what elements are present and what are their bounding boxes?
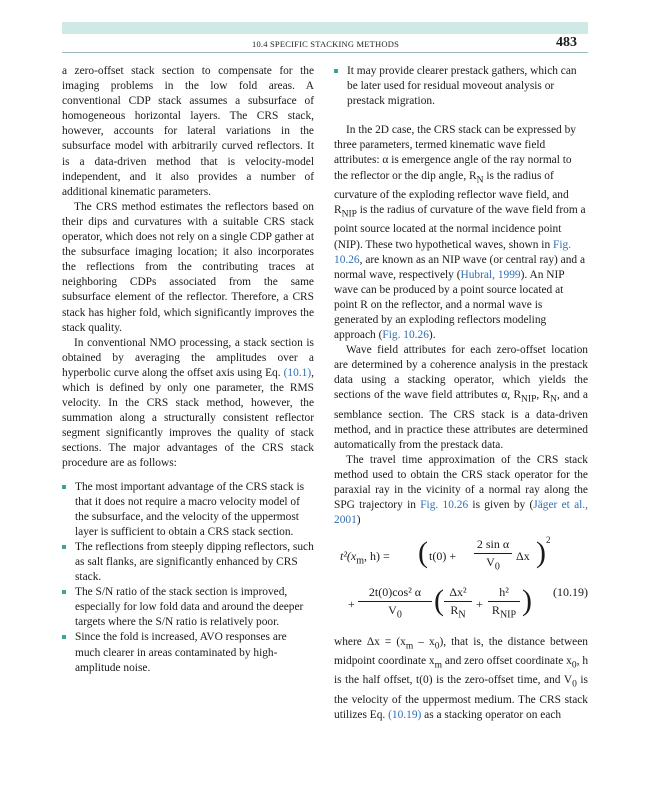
paragraph: In conventional NMO processing, a stack section is obtained by averaging the amplitudes over a hyperbolic curve along the offset axis using Eq. (10.1), which is defined by only one parameter, the RMS velocity. In the CRS stack method, however, the summation along a structurally consistent reflector segment significantly improves the quality of stack sections. The major advantages of the CRS stack procedure are as follows: — [62, 336, 314, 470]
fraction-2: 2t(0)cos² α $V_0$ — [358, 585, 432, 623]
citation-link[interactable]: Jäger et al., 2001 — [334, 499, 588, 527]
paragraph: Wave field attributes for each zero-offset location are determined by a coherence analysis in the prestack data using a stacking operator, which yields the sections of the wave field attributes α, $R_{NIP}$, $R_N$, and a semblance section. The CRS stack is a data-driven method, and in practice these attributes are determined automatically from the prestack data. — [334, 344, 588, 451]
equation-number: (10.19) — [553, 584, 588, 599]
equation-plus: + — [348, 596, 355, 611]
equation-plus-2: + — [476, 596, 483, 611]
paragraph: The travel time approximation of the CRS stack method used to obtain the CRS stack operator for the paraxial ray in the vicinity of a normal ray along the SPG trajectory in Fig. 10.26 is given by (Jäger et al., 2001) — [334, 454, 588, 527]
list-item: The most important advantage of the CRS stack is that it does not require a macro velocity model of the subsurface, and the velocity of the uppermost layer is sufficient to obtain a CRS stack section. — [62, 480, 314, 540]
header-rule — [62, 52, 588, 53]
equation-link[interactable]: (10.19) — [388, 708, 422, 721]
advantages-list — [62, 480, 314, 676]
equation-square: 2 — [546, 534, 551, 545]
continued-list — [334, 64, 588, 109]
paragraph: In the 2D case, the CRS stack can be expressed by three parameters, termed kinematic wave field attributes: α is emergence angle of the ray normal to the reflector or the dip angle, $R_N$ is the radius of curvature of the exploding reflector wave field, and $R_{NIP}$ is the radius of curvature of the wave field from a point source located at the normal incidence point (NIP). These two hypothetical waves, shown in Fig. 10.26, are known as an NIP wave (or central ray) and a normal wave, respectively (Hubral, 1999). An NIP wave can be produced by a point source located at point R on the reflector, and a normal wave is generated by an exploding reflectors modeling approach (Fig. 10.26). — [334, 124, 586, 342]
figure-link[interactable]: Fig. 10.26 — [420, 499, 469, 512]
list-item: The S/N ratio of the stack section is improved, especially for low fold data and around the deeper targets where the S/N ratio is relatively poor. — [62, 585, 314, 630]
fraction-4: h² $R_{NIP}$ — [488, 585, 520, 623]
figure-link[interactable]: Fig. 10.26 — [382, 329, 429, 342]
paragraph: The CRS method estimates the reflectors based on their dips and curvatures with a suitable CRS stack operator, which does not rely on a single CDP gather at the subsurface imaging location; it also incorporates the reflections from the contributing traces at neighboring CDPs associated from the same subsurface element of the reflector. Therefore, a CRS stack has higher fold, which significantly improves the stack quality. — [62, 200, 314, 334]
running-head: 10.4 SPECIFIC STACKING METHODS — [252, 39, 400, 49]
header-band — [62, 22, 588, 34]
bullet-icon — [62, 635, 66, 639]
paren-close: ) — [536, 535, 546, 569]
equation-t0: t(0) + — [429, 548, 457, 563]
citation-link[interactable]: Hubral, 1999 — [460, 268, 521, 281]
equation-link[interactable]: (10.1) — [283, 366, 312, 379]
page-number: 483 — [556, 35, 577, 50]
equation-10-19 — [334, 535, 588, 627]
paren-open: ( — [418, 535, 428, 569]
list-item: It may provide clearer prestack gathers, which can be later used for residual moveout analysis or prestack migration. — [334, 64, 588, 109]
bullet-icon — [62, 545, 66, 549]
bullet-icon — [62, 485, 66, 489]
paren-open-2: ( — [434, 583, 444, 617]
list-item: Since the fold is increased, AVO responses are much clearer in areas contaminated by high-amplitude noise. — [62, 630, 314, 675]
paragraph: a zero-offset stack section to compensate for the imaging problems in the low fold areas. A conventional CDP stack assumes a subsurface of homogeneous horizontal layers. The CRS stack, however, accounts for lateral variations in the subsurface model with arbitrarily curved reflectors. It is a data-driven method that is velocity-model independent, and it also provides a number of additional kinematic parameters. — [62, 65, 314, 198]
paragraph: where $\Delta x = (x_m - x_0)$, that is, the distance between midpoint coordinate $x_m$ and zero offset coordinate $x_0$, h is the half offset, t(0) is the zero-offset time, and $V_0$ is the velocity of the uppermost medium. The CRS stack utilizes Eq. (10.19) as a stacking operator on each — [334, 635, 589, 721]
fraction-3: Δx² $R_N$ — [444, 585, 472, 623]
bullet-icon — [334, 69, 338, 73]
right-column — [334, 64, 588, 723]
bullet-icon — [62, 590, 66, 594]
equation-dx: Δx — [516, 548, 530, 563]
list-item: The reflections from steeply dipping reflectors, such as salt flanks, are significantly enhanced by CRS stack. — [62, 540, 314, 585]
left-column — [62, 64, 314, 676]
paren-close-2: ) — [522, 583, 532, 617]
fraction-1: 2 sin α $V_0$ — [474, 537, 512, 575]
figure-link[interactable]: Fig. 10.26 — [334, 238, 572, 266]
equation-lhs: $t^2(x_m$, h) = — [340, 548, 390, 566]
